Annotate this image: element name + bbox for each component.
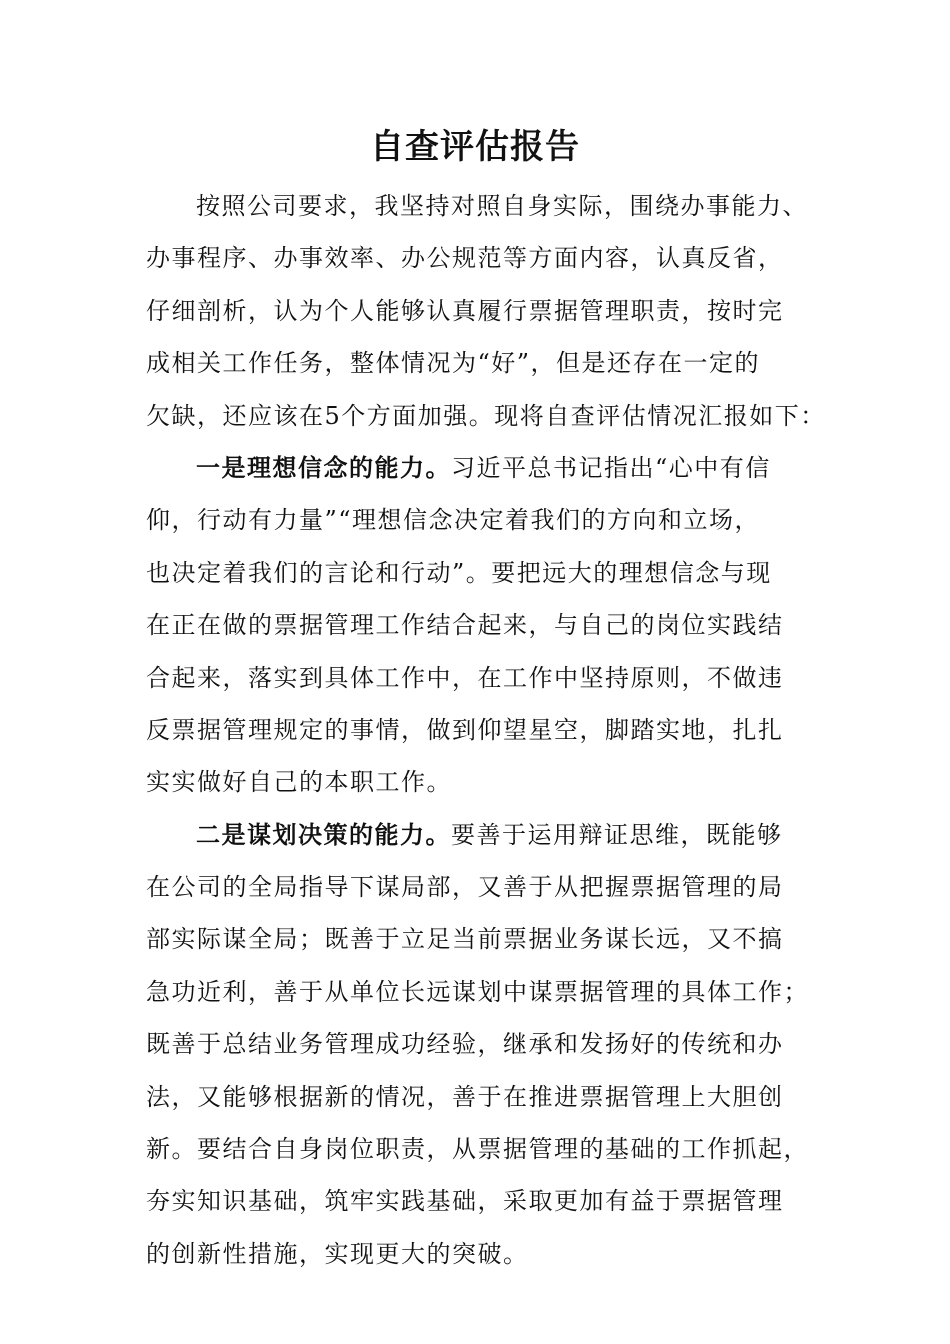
text-line: 法，又能够根据新的情况，善于在推进票据管理上大胆创 bbox=[146, 1082, 784, 1111]
text-line: 欠缺，还应该在5个方面加强。现将自查评估情况汇报如下： bbox=[146, 401, 826, 430]
text-line: 仰，行动有力量”“理想信念决定着我们的方向和立场， bbox=[146, 506, 761, 535]
text-line: 合起来，落实到具体工作中，在工作中坚持原则，不做违 bbox=[146, 663, 784, 692]
paragraph-lead-heading: 二是谋划决策的能力。 bbox=[196, 819, 451, 849]
text-line: 部实际谋全局；既善于立足当前票据业务谋长远，又不搞 bbox=[146, 925, 784, 954]
paragraph-lead-heading: 一是理想信念的能力。 bbox=[196, 452, 451, 482]
text-line: 反票据管理规定的事情，做到仰望星空，脚踏实地，扎扎 bbox=[146, 715, 784, 744]
text-line: 仔细剖析，认为个人能够认真履行票据管理职责，按时完 bbox=[146, 296, 784, 325]
paragraph-ideals bbox=[146, 442, 826, 809]
text-line bbox=[146, 442, 826, 494]
text-line: 急功近利，善于从单位长远谋划中谋票据管理的具体工作； bbox=[146, 977, 809, 1006]
text-line: 办事程序、办事效率、办公规范等方面内容，认真反省， bbox=[146, 244, 784, 273]
text-line: 既善于总结业务管理成功经验，继承和发扬好的传统和办 bbox=[146, 1030, 784, 1059]
text-line: 也决定着我们的言论和行动”。要把远大的理想信念与现 bbox=[146, 558, 772, 587]
text-line: 实实做好自己的本职工作。 bbox=[146, 768, 452, 797]
text-line: 按照公司要求，我坚持对照自身实际，围绕办事能力、 bbox=[196, 192, 808, 220]
document-title: 自查评估报告 bbox=[370, 127, 580, 167]
text-run: 要善于运用辩证思维，既能够 bbox=[451, 820, 783, 849]
text-line bbox=[146, 809, 826, 861]
paragraph-planning bbox=[146, 809, 826, 1281]
text-line: 的创新性措施，实现更大的突破。 bbox=[146, 1239, 529, 1268]
text-line: 夯实知识基础，筑牢实践基础，采取更加有益于票据管理 bbox=[146, 1187, 784, 1216]
text-run: 习近平总书记指出“心中有信 bbox=[451, 453, 771, 482]
document-body bbox=[146, 180, 826, 1280]
text-line: 在正在做的票据管理工作结合起来，与自己的岗位实践结 bbox=[146, 611, 784, 640]
text-line: 成相关工作任务，整体情况为“好”，但是还存在一定的 bbox=[146, 349, 761, 378]
text-line: 在公司的全局指导下谋局部，又善于从把握票据管理的局 bbox=[146, 873, 784, 902]
paragraph-intro bbox=[146, 180, 826, 442]
text-line: 新。要结合自身岗位职责，从票据管理的基础的工作抓起， bbox=[146, 1135, 809, 1164]
